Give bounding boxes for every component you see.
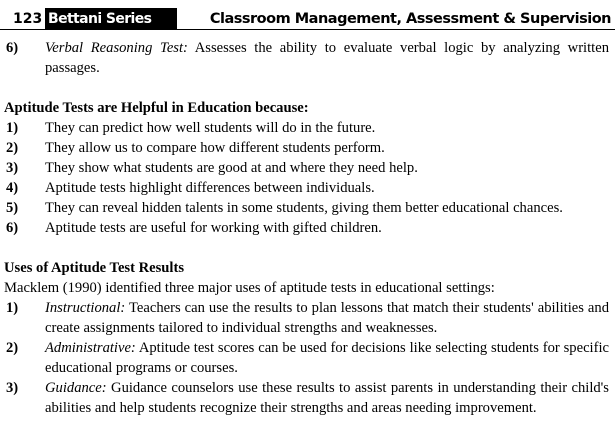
item-text: They can reveal hidden talents in some students, giving them better educational chances.	[45, 200, 563, 216]
list-item	[4, 338, 609, 378]
item-text: Aptitude test scores can be used for decisions like selecting students for specific educational programs or courses.	[45, 340, 609, 376]
list-item	[4, 138, 609, 158]
list-item	[4, 298, 609, 338]
item-text: They allow us to compare how different students perform.	[45, 140, 385, 156]
list-item	[4, 158, 609, 178]
item-number: 3)	[6, 380, 19, 396]
item-number: 1)	[6, 120, 19, 136]
item-number: 1)	[6, 300, 19, 316]
list-item	[4, 38, 609, 78]
item-text: Aptitude tests highlight differences between individuals.	[45, 180, 375, 196]
page-number: 123	[13, 11, 43, 27]
item-text: Assesses the ability to evaluate verbal logic by analyzing written passages.	[45, 40, 609, 76]
item-number: 6)	[6, 40, 19, 56]
item-text: Aptitude tests are useful for working with gifted children.	[45, 220, 382, 236]
list-item	[4, 378, 609, 418]
series-name: Bettani Series	[48, 11, 152, 27]
item-term: Administrative:	[45, 340, 136, 356]
book-title: Classroom Management, Assessment & Supervision	[209, 11, 611, 27]
item-number: 3)	[6, 160, 19, 176]
item-number: 2)	[6, 340, 19, 356]
item-text: Teachers can use the results to plan lessons that match their students' abilities and create assignments tailored to individual strengths and weaknesses.	[45, 300, 609, 336]
series-band	[45, 8, 177, 29]
section-heading: Aptitude Tests are Helpful in Education because:	[4, 100, 309, 116]
list-item	[4, 118, 609, 138]
item-text: They show what students are good at and where they need help.	[45, 160, 418, 176]
list-item	[4, 178, 609, 198]
item-number: 2)	[6, 140, 19, 156]
section-heading: Uses of Aptitude Test Results	[4, 260, 185, 276]
list-item	[4, 218, 609, 238]
item-term: Instructional:	[45, 300, 126, 316]
item-term: Verbal Reasoning Test:	[45, 40, 188, 56]
section-intro: Macklem (1990) identified three major uses of aptitude tests in educational settings:	[4, 280, 495, 296]
item-number: 6)	[6, 220, 19, 236]
item-number: 5)	[6, 200, 19, 216]
page-content	[4, 38, 609, 418]
item-text: They can predict how well students will do in the future.	[45, 120, 376, 136]
list-item	[4, 198, 609, 218]
page-header	[0, 8, 615, 30]
item-number: 4)	[6, 180, 19, 196]
item-text: Guidance counselors use these results to assist parents in understanding their child's abilities and help students recognize their strengths and areas needing improvement.	[45, 380, 609, 416]
item-term: Guidance:	[45, 380, 107, 396]
